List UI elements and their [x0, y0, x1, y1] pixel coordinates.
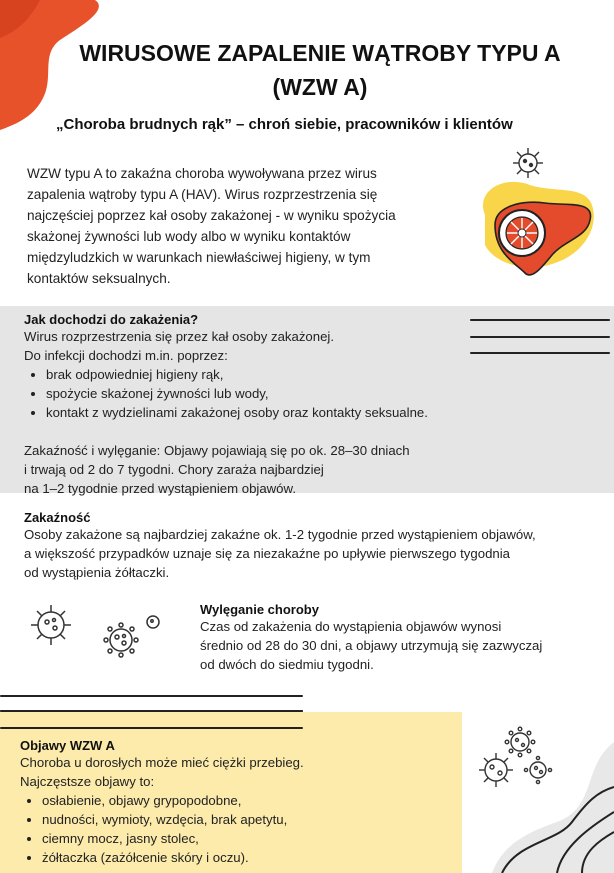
- list-item: • osłabienie, objawy grypopodobne,: [42, 791, 450, 810]
- symptoms-line: Choroba u dorosłych może mieć ciężki przebieg.: [20, 755, 304, 770]
- infection-line: Do infekcji dochodzi m.in. poprzez:: [24, 348, 228, 363]
- divider-line: [0, 695, 303, 697]
- list-item: • nudności, wymioty, wzdęcia, brak apetytu,: [42, 810, 450, 829]
- contagion-section: [24, 510, 609, 582]
- intro-line: międzyludzkich w warunkach niewłaściwej higieny, w tym: [27, 250, 371, 265]
- symptoms-title: Objawy WZW A: [20, 738, 115, 753]
- contagion-title: Zakaźność: [24, 510, 91, 525]
- list-item: • żółtaczka (zażółcenie skóry i oczu).: [42, 848, 450, 867]
- incubation-section: [200, 602, 610, 674]
- incubation-line: Czas od zakażenia do wystąpienia objawów wynosi: [200, 619, 502, 634]
- page-title: [50, 36, 590, 104]
- list-item: • kontakt z wydzielinami zakażonej osoby oraz kontakty seksualne.: [46, 403, 494, 422]
- divider-line: [470, 352, 610, 354]
- contagion-line: od wystąpienia żółtaczki.: [24, 565, 170, 580]
- incubation-note-line: na 1–2 tygodnie przed wystąpieniem objawów.: [24, 481, 296, 496]
- symptoms-list: [20, 791, 450, 867]
- divider-line: [0, 727, 303, 729]
- contagion-line: a większość przypadków uznaje się za niezakaźne po upływie pierwszego tygodnia: [24, 546, 511, 561]
- symptoms-content: [20, 738, 450, 867]
- list-item: • ciemny mocz, jasny stolec,: [42, 829, 450, 848]
- incubation-note-line: Zakaźność i wylęganie: Objawy pojawiają się po ok. 28–30 dniach: [24, 443, 410, 458]
- intro-line: zapalenia wątroby typu A (HAV). Wirus rozprzestrzenia się: [27, 187, 378, 202]
- intro-paragraph: [27, 163, 477, 289]
- intro-line: WZW typu A to zakaźna choroba wywoływana przez wirus: [27, 166, 377, 181]
- virus-icon: [25, 600, 165, 670]
- incubation-line: od dwóch do siedmiu tygodni.: [200, 657, 374, 672]
- incubation-line: średnio od 28 do 30 dni, a objawy utrzymują się zazwyczaj: [200, 638, 543, 653]
- infection-line: Wirus rozprzestrzenia się przez kał osoby zakażonej.: [24, 329, 335, 344]
- divider-line: [470, 336, 610, 338]
- list-item: • spożycie skażonej żywności lub wody,: [46, 384, 494, 403]
- contagion-line: Osoby zakażone są najbardziej zakaźne ok. 1-2 tygodnie przed wystąpieniem objawów,: [24, 527, 536, 542]
- subtitle: „Choroba brudnych rąk” – chroń siebie, pracowników i klientów: [56, 116, 513, 133]
- list-item: • brak odpowiedniej higieny rąk,: [46, 365, 494, 384]
- infection-title: Jak dochodzi do zakażenia?: [24, 312, 199, 327]
- infection-content: [24, 312, 494, 498]
- title-line-1: WIRUSOWE ZAPALENIE WĄTROBY TYPU A: [79, 40, 561, 66]
- liver-icon: [470, 145, 605, 295]
- infection-list: [24, 365, 494, 422]
- intro-line: kontaktów seksualnych.: [27, 271, 171, 286]
- incubation-title: Wylęganie choroby: [200, 602, 319, 617]
- virus-icon: [476, 722, 556, 797]
- incubation-note-line: i trwają od 2 do 7 tygodni. Chory zaraża najbardziej: [24, 462, 324, 477]
- divider-line: [470, 319, 610, 321]
- title-line-2: (WZW A): [272, 74, 368, 100]
- symptoms-line: Najczęstsze objawy to:: [20, 774, 155, 789]
- intro-line: skażonej żywności lub wody albo w wyniku kontaktów: [27, 229, 351, 244]
- divider-line: [0, 710, 303, 712]
- intro-line: najczęściej poprzez kał osoby zakażonej - w wyniku spożycia: [27, 208, 396, 223]
